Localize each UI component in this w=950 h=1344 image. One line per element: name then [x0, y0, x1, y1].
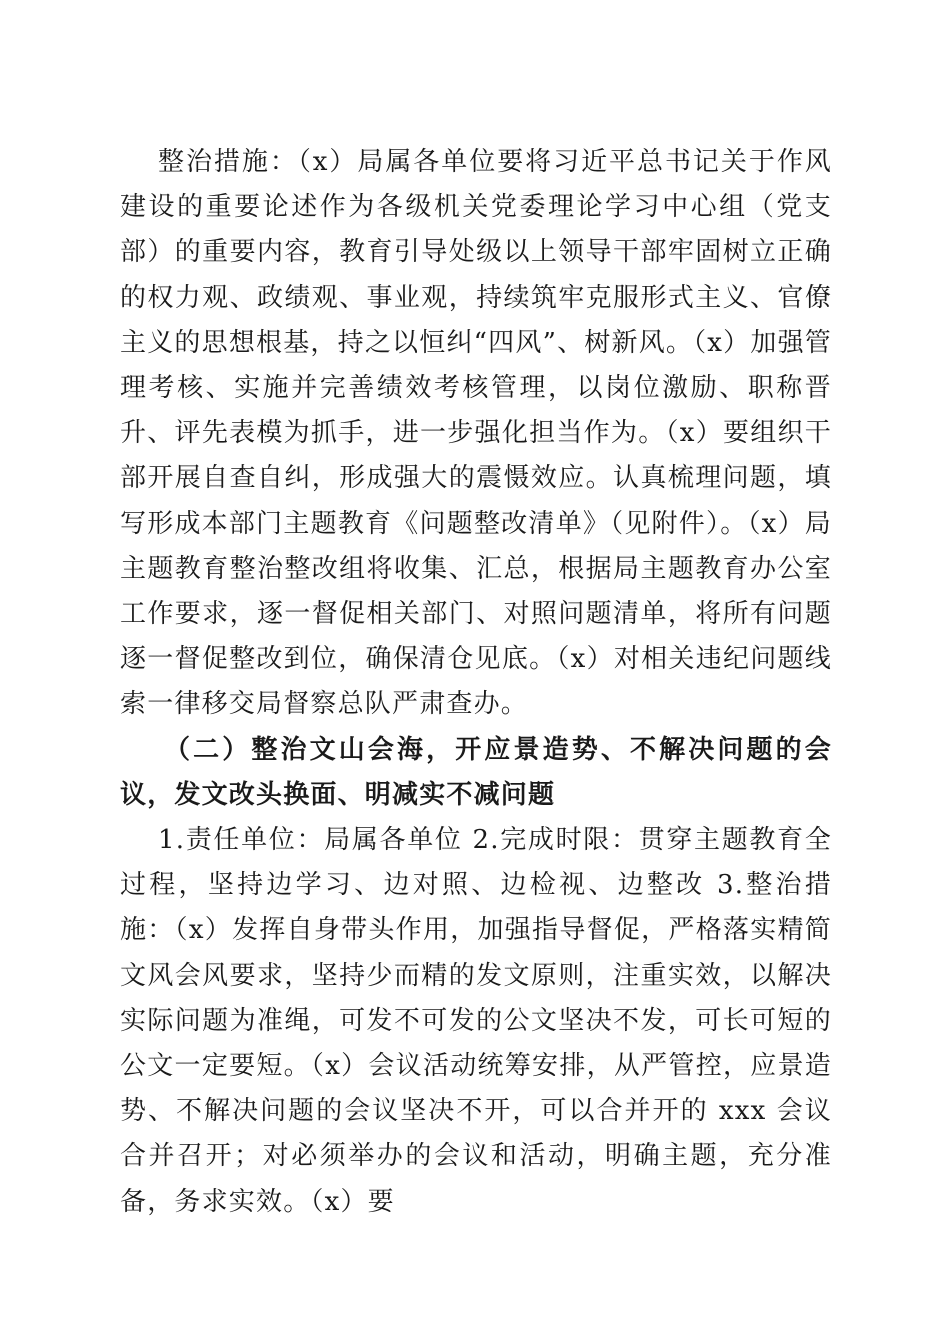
paragraph-responsibility-details: 1.责任单位：局属各单位 2.完成时限：贯穿主题教育全过程，坚持边学习、边对照、边检视、边整改 3.整治措施：（x）发挥自身带头作用，加强指导督促，严格落实精简文风会风要求，坚持少而精的发文原则，注重实效，以解决实际问题为准绳，可发不可发的公文坚决不发，可长可短的公文一定要短。（x）会议活动统筹安排，从严管控，应景造势、不解决问题的会议坚决不开，可以合并开的 xxx 会议合并召开；对必须举办的会议和活动，明确主题，充分准备，务求实效。（x）要	[120, 825, 832, 1217]
document-body	[120, 140, 832, 1225]
section-heading-2: （二）整治文山会海，开应景造势、不解决问题的会议，发文改头换面、明减实不减问题	[120, 734, 832, 810]
paragraph-rectification-measures: 整治措施：（x）局属各单位要将习近平总书记关于作风建设的重要论述作为各级机关党委理论学习中心组（党支部）的重要内容，教育引导处级以上领导干部牢固树立正确的权力观、政绩观、事业观，持续筑牢克服形式主义、官僚主义的思想根基，持之以恒纠“四风”、树新风。（x）加强管理考核、实施并完善绩效考核管理，以岗位激励、职称晋升、评先表模为抓手，进一步强化担当作为。（x）要组织干部开展自查自纠，形成强大的震慑效应。认真梳理问题，填写形成本部门主题教育《问题整改清单》（见附件）。（x）局主题教育整治整改组将收集、汇总，根据局主题教育办公室工作要求，逐一督促相关部门、对照问题清单，将所有问题逐一督促整改到位，确保清仓见底。（x）对相关违纪问题线索一律移交局督察总队严肃查办。	[120, 147, 832, 720]
